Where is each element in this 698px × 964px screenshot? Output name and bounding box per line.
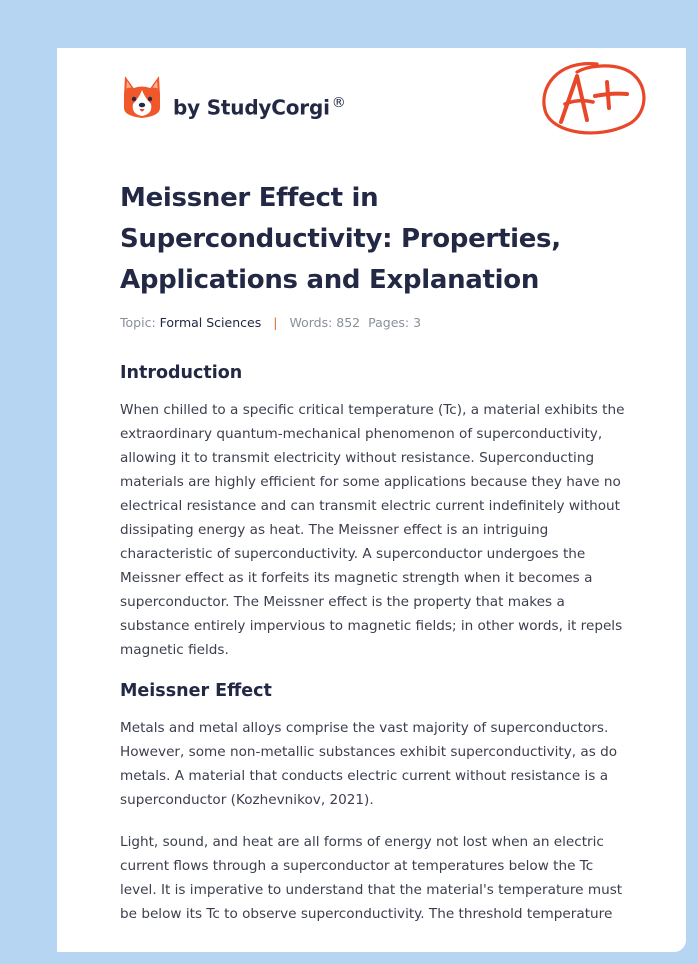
- page-header: [57, 48, 686, 168]
- document-page: [57, 48, 686, 952]
- paragraph: When chilled to a specific critical temperature (Tc), a material exhibits the extraordinary quantum-mechanical phenomenon of superconductivity, allowing it to transmit electricity without resistance. Superconducting materials are highly efficient for some applications because they have no electrical resistance and can transmit electric current indefinitely without dissipating energy as heat. The Meissner effect is an intriguing characteristic of superconductivity. A superconductor undergoes the Meissner effect as it forfeits its magnetic strength when it becomes a superconductor. The Meissner effect is the property that makes a substance entirely impervious to magnetic fields; in other words, it repels magnetic fields.: [120, 402, 625, 658]
- topic-link[interactable]: Formal Sciences: [159, 315, 262, 330]
- meta-separator: |: [273, 315, 278, 330]
- paragraph: Metals and metal alloys comprise the vast majority of superconductors. However, some non-metallic substances exhibit superconductivity, as do metals. A material that conducts electric current without resistance is a superconductor (Kozhevnikov, 2021).: [120, 720, 618, 808]
- topic-label: Topic:: [120, 315, 156, 330]
- section-heading-introduction: Introduction: [120, 363, 243, 383]
- registered-mark: ®: [331, 94, 346, 111]
- brand-name: by StudyCorgi ®: [173, 94, 346, 120]
- corgi-logo-icon: [121, 74, 163, 120]
- page-count: Pages: 3: [368, 315, 422, 330]
- paragraph: Light, sound, and heat are all forms of energy not lost when an electric current flows through a superconductor at temperatures below the Tc level. It is imperative to understand that the material's temperature must be below its Tc to observe superconductivity. The threshold temperature: [120, 834, 623, 922]
- article-title: Meissner Effect in Superconductivity: Properties, Applications and Explanation: [120, 183, 561, 295]
- section-heading-meissner-effect: Meissner Effect: [120, 681, 272, 701]
- article-meta: [120, 315, 630, 330]
- word-count: Words: 852: [289, 315, 361, 330]
- studycorgi-logo[interactable]: [121, 74, 346, 120]
- article-content: [120, 178, 630, 926]
- a-plus-grade-icon: [537, 58, 651, 142]
